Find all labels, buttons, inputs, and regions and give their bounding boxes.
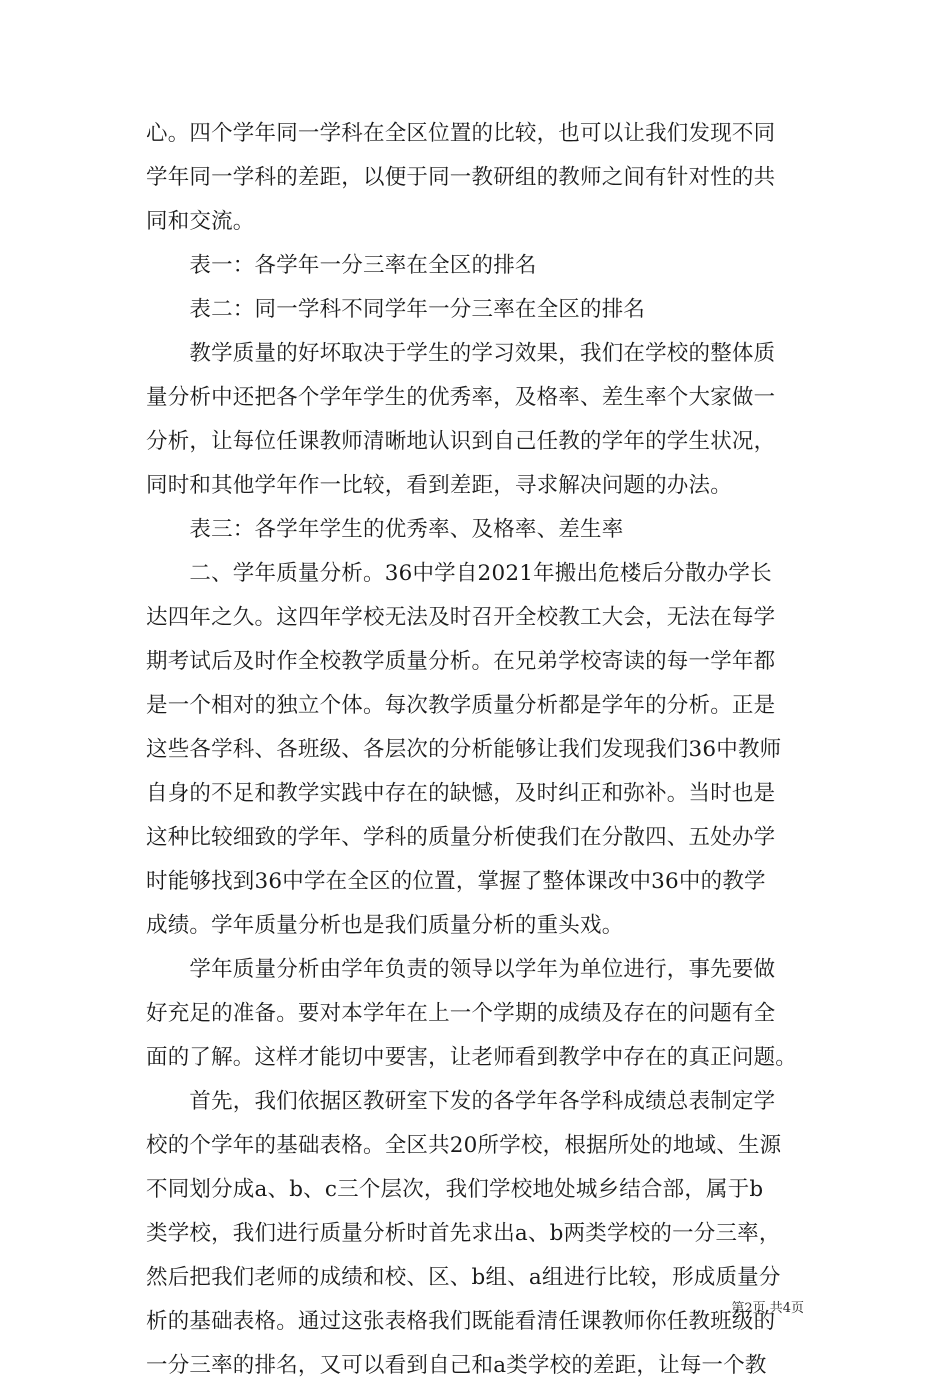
text-line: 学年同一学科的差距，以便于同一教研组的教师之间有针对性的共 (146, 165, 776, 190)
text-line: 自身的不足和教学实践中存在的缺憾，及时纠正和弥补。当时也是 (146, 781, 776, 806)
text-line: 同和交流。 (146, 209, 255, 234)
text-line: 不同划分成a、b、c三个层次，我们学校地处城乡结合部，属于b (146, 1177, 764, 1202)
text-line: 分析，让每位任课教师清晰地认识到自己任教的学年的学生状况， (146, 429, 776, 454)
section-heading-line: 二、学年质量分析。36中学自2021年搬出危楼后分散办学长 (146, 561, 772, 586)
text-line: 面的了解。这样才能切中要害，让老师看到教学中存在的真正问题。 (146, 1045, 798, 1070)
text-line: 成绩。学年质量分析也是我们质量分析的重头戏。 (146, 913, 624, 938)
table-caption: 表一：各学年一分三率在全区的排名 (146, 253, 537, 278)
text-line: 好充足的准备。要对本学年在上一个学期的成绩及存在的问题有全 (146, 1001, 776, 1026)
text-line: 这种比较细致的学年、学科的质量分析使我们在分散四、五处办学 (146, 825, 776, 850)
body-text (146, 112, 814, 1388)
text-line: 析的基础表格。通过这张表格我们既能看清任课教师你任教班级的 (146, 1309, 776, 1334)
text-line: 是一个相对的独立个体。每次教学质量分析都是学年的分析。正是 (146, 693, 776, 718)
text-line: 时能够找到36中学在全区的位置，掌握了整体课改中36中的教学 (146, 869, 766, 894)
page-number: 第2页 共4页 (731, 1301, 804, 1316)
text-line: 这些各学科、各班级、各层次的分析能够让我们发现我们36中教师 (146, 737, 782, 762)
text-line: 同时和其他学年作一比较，看到差距，寻求解决问题的办法。 (146, 473, 732, 498)
text-line: 期考试后及时作全校教学质量分析。在兄弟学校寄读的每一学年都 (146, 649, 776, 674)
text-line: 校的个学年的基础表格。全区共20所学校，根据所处的地域、生源 (146, 1133, 782, 1158)
text-line: 教学质量的好坏取决于学生的学习效果，我们在学校的整体质 (146, 341, 776, 366)
text-line: 达四年之久。这四年学校无法及时召开全校教工大会，无法在每学 (146, 605, 776, 630)
text-line: 心。四个学年同一学科在全区位置的比较，也可以让我们发现不同 (146, 121, 776, 146)
text-line: 首先，我们依据区教研室下发的各学年各学科成绩总表制定学 (146, 1089, 776, 1114)
table-caption: 表三：各学年学生的优秀率、及格率、差生率 (146, 517, 624, 542)
table-caption: 表二：同一学科不同学年一分三率在全区的排名 (146, 297, 646, 322)
text-line: 类学校，我们进行质量分析时首先求出a、b两类学校的一分三率， (146, 1221, 781, 1246)
text-line: 量分析中还把各个学年学生的优秀率，及格率、差生率个大家做一 (146, 385, 776, 410)
text-line: 学年质量分析由学年负责的领导以学年为单位进行，事先要做 (146, 957, 776, 982)
text-line: 一分三率的排名，又可以看到自己和a类学校的差距，让每一个教 (146, 1353, 767, 1378)
text-line: 然后把我们老师的成绩和校、区、b组、a组进行比较，形成质量分 (146, 1265, 781, 1290)
